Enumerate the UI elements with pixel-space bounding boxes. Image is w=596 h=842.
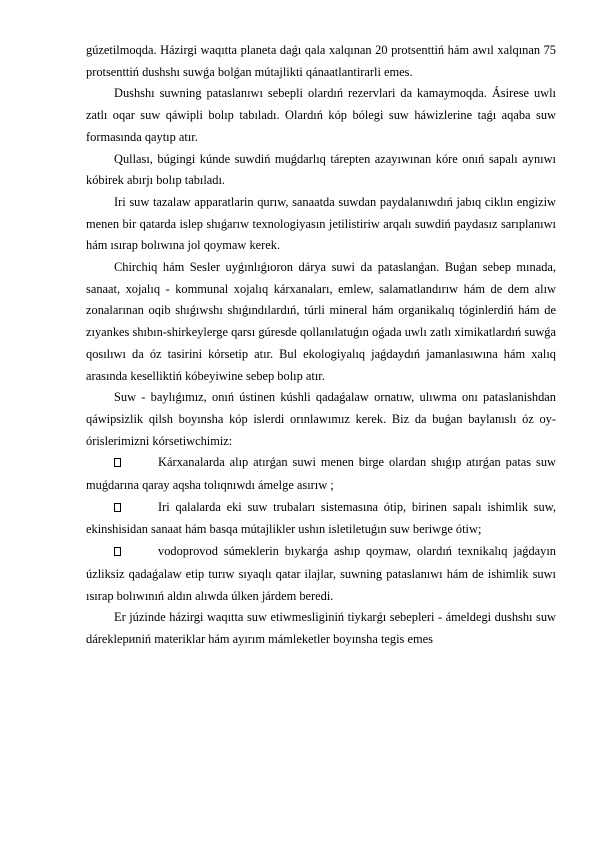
closing-paragraph: Er júzinde házirgi waqıtta suw etiwmesliginiń tiykarǵı sebepleri - ámeldegi dushshı suw dáreklериniń materiklar hám ayırım mámleketler boyınsha tegis emes [86,610,556,646]
document-page [86,40,556,651]
paragraph: Iri suw tazalaw apparatlarin qurıw, sanaatda suwdan paydalanıwdıń jabıq ciklın engiziw menen bir qatarda islep shıǵarıw texnologiyasın jetilistiriw arqalı suwdiń paydasız sarıplanıwı hám ısırap bolıwına jol qoymaw kerek. [86,194,556,253]
bullet-box-icon [114,498,158,520]
paragraph: gúzetilmoqda. Házirgi waqıtta planeta daǵı qala xalqınan 20 protsenttiń hám awıl xalqınan 75 protsenttiń dushshı suwǵa bolǵan mútajlikti qánaatlantirarli emes. [86,43,556,79]
bullet-item [86,541,556,607]
bullet-item [86,452,556,496]
bullet-box-icon [114,542,158,564]
bullet-text: Kárxanalarda alıp atırǵan suwi menen birge olardan shıǵıp atırǵan patas suw muǵdarına qaray aqsha tolıqnıwdı ámelge asırıw ; [86,455,556,493]
bullet-text: Iri qalalarda eki suw trubaları sistemasına ótip, birinen sapalı ishimlik suw, ekinshisidan sanaat hám basqa mútajlikler ushın isletiletuǵın suw beriwge ótiw; [86,499,556,537]
bullet-text: vodoprovod súmeklerin bıykarǵa ashıp qoymaw, olardıń texnikalıq jaǵdayın úzliksiz qadaǵalaw etip turıw sıyaqlı qatar ilajlar, suwning pataslanıwı hám de ishimlik suwı ısırap bolıwınıń aldın alıwda úlken járdem beredi. [86,544,556,603]
paragraph: Dushshı suwning pataslanıwı sebepli olardıń rezervlari da kamaymoqda. Ásirese uwlı zatlı oqar suw qáwipli bolıp tabıladı. Olardıń kóp bólegi suw háwizlerine taǵı aqaba suw formasında qaytıp atır. [86,86,556,144]
paragraph: Chirchiq hám Sesler uyǵınlıǵıoron dárya suwi da pataslanǵan. Buǵan sebep mınada, sanaat, xojalıq - kommunal xojalıq kárxanaları, emlew, salamatlandırıw hám de dem alıw zonalarınan oqib shıǵıwshı shıǵındılardıń, túrli mineral hám organikalıq tóginlerdiń hám de zıyankes shıbın-shirkeylerge qarsı gúresde qollanılatuǵın oǵada uwlı zatlı ximikatlardıń suwǵa qosılıwı da óz tasirini kórsetip atır. Bul ekologiyalıq jaǵdaydıń jamanlasıwına hám xalıq arasında keselliktiń kóbeyiwine sebep bolıp atır. [86,260,556,383]
bullet-item [86,497,556,541]
paragraph: Qullası, búgingi kúnde suwdiń muǵdarlıq tárepten azayıwınan kóre onıń sapalı aynıwı kóbirek abırjı bolıp tabıladı. [86,151,556,188]
paragraph: Suw - baylıǵımız, onıń ústinen kúshli qadaǵalaw ornatıw, ulıwma onı pataslanishdan qáwipsizlik qilsh boyınsha kóp islerdi orınlawımız kerek. Biz da buǵan baylanıslı óz oy-órislerimizni kórsetiwchimiz: [86,390,556,448]
bullet-box-icon [114,453,158,475]
